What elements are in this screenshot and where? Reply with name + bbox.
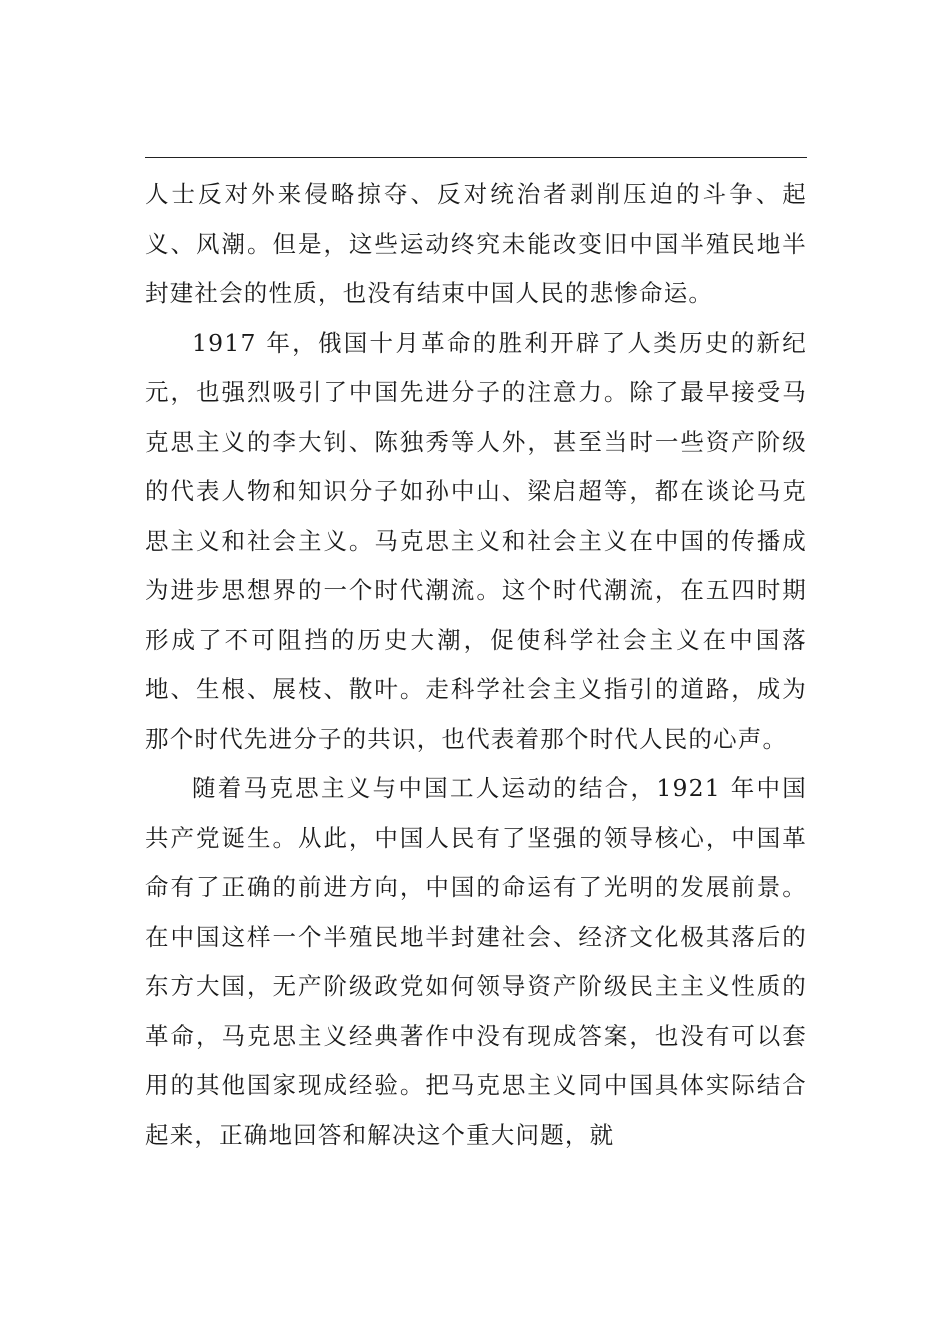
paragraph-2: 1917 年，俄国十月革命的胜利开辟了人类历史的新纪元，也强烈吸引了中国先进分子的注意力。除了最早接受马克思主义的李大钊、陈独秀等人外，甚至当时一些资产阶级的代表人物和知识分子如孙中山、梁启超等，都在谈论马克思主义和社会主义。马克思主义和社会主义在中国的传播成为进步思想界的一个时代潮流。这个时代潮流，在五四时期形成了不可阻挡的历史大潮，促使科学社会主义在中国落地、生根、展枝、散叶。走科学社会主义指引的道路，成为那个时代先进分子的共识，也代表着那个时代人民的心声。 <box>145 328 807 753</box>
header-rule <box>145 157 807 158</box>
paragraph-1: 人士反对外来侵略掠夺、反对统治者剥削压迫的斗争、起义、风潮。但是，这些运动终究未能改变旧中国半殖民地半封建社会的性质，也没有结束中国人民的悲惨命运。 <box>145 180 807 307</box>
paragraph-3: 随着马克思主义与中国工人运动的结合，1921 年中国共产党诞生。从此，中国人民有了坚强的领导核心，中国革命有了正确的前进方向，中国的命运有了光明的发展前景。在中国这样一个半殖民地半封建社会、经济文化极其落后的东方大国，无产阶级政党如何领导资产阶级民主主义性质的革命，马克思主义经典著作中没有现成答案，也没有可以套用的其他国家现成经验。把马克思主义同中国具体实际结合起来，正确地回答和解决这个重大问题，就 <box>145 774 807 1149</box>
document-body <box>145 170 807 1160</box>
